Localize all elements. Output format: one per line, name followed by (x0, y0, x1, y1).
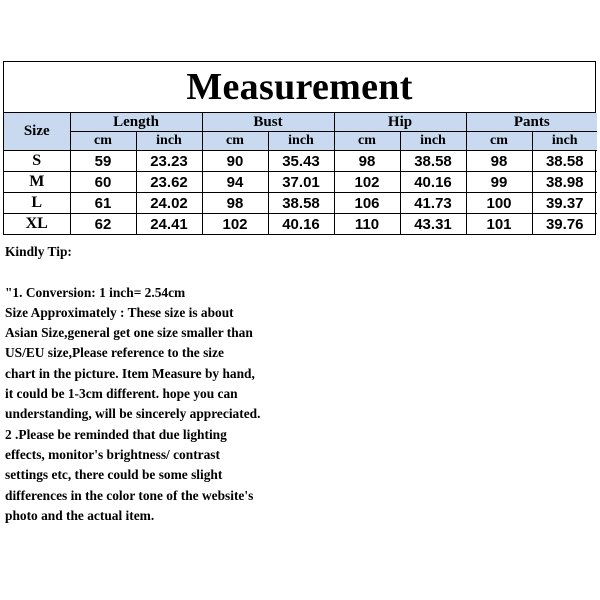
table-row (4, 172, 597, 193)
table-row (4, 151, 597, 172)
table-cell: 99 (466, 172, 532, 193)
unit-header-cm: cm (334, 132, 400, 151)
size-column-header: Size (4, 113, 70, 151)
table-cell: 98 (202, 193, 268, 214)
table-cell: 60 (70, 172, 136, 193)
table-cell: 38.58 (400, 151, 466, 172)
note-line: understanding, will be sincerely appreciated. (5, 406, 261, 422)
unit-header-inch: inch (136, 132, 202, 151)
unit-header-inch: inch (268, 132, 334, 151)
table-cell: 102 (334, 172, 400, 193)
note-line: Size Approximately : These size is about (5, 304, 234, 320)
table-cell: 59 (70, 151, 136, 172)
table-cell: 101 (466, 214, 532, 235)
table-cell: 94 (202, 172, 268, 193)
table-cell: 102 (202, 214, 268, 235)
table-cell: 23.23 (136, 151, 202, 172)
note-line: "1. Conversion: 1 inch= 2.54cm (5, 284, 186, 300)
note-line: effects, monitor's brightness/ contrast (5, 446, 220, 462)
unit-header-row (4, 132, 597, 151)
kindly-tip-notes (5, 242, 335, 526)
table-cell: 41.73 (400, 193, 466, 214)
table-cell: 38.58 (268, 193, 334, 214)
note-line: chart in the picture. Item Measure by hand, (5, 365, 255, 381)
measurement-table (4, 113, 597, 234)
table-cell: 24.02 (136, 193, 202, 214)
blank-line (5, 262, 335, 282)
table-cell: 62 (70, 214, 136, 235)
group-header-pants: Pants (466, 113, 597, 132)
table-cell: 61 (70, 193, 136, 214)
note-line: 2 .Please be reminded that due lighting (5, 426, 227, 442)
note-line: US/EU size,Please reference to the size (5, 345, 224, 361)
note-line: Asian Size,general get one size smaller than (5, 325, 253, 341)
unit-header-cm: cm (70, 132, 136, 151)
size-cell: L (4, 193, 70, 214)
table-row (4, 193, 597, 214)
table-cell: 90 (202, 151, 268, 172)
table-cell: 23.62 (136, 172, 202, 193)
unit-header-cm: cm (466, 132, 532, 151)
size-cell: XL (4, 214, 70, 235)
table-cell: 40.16 (400, 172, 466, 193)
table-cell: 35.43 (268, 151, 334, 172)
tip-title: Kindly Tip: (5, 244, 72, 259)
table-cell: 110 (334, 214, 400, 235)
table-cell: 24.41 (136, 214, 202, 235)
unit-header-inch: inch (400, 132, 466, 151)
table-cell: 106 (334, 193, 400, 214)
table-cell: 38.98 (532, 172, 597, 193)
table-cell: 40.16 (268, 214, 334, 235)
table-cell: 98 (334, 151, 400, 172)
table-row (4, 214, 597, 235)
table-cell: 39.37 (532, 193, 597, 214)
table-cell: 43.31 (400, 214, 466, 235)
table-cell: 38.58 (532, 151, 597, 172)
note-line: differences in the color tone of the website's (5, 487, 254, 503)
unit-header-inch: inch (532, 132, 597, 151)
table-cell: 39.76 (532, 214, 597, 235)
group-header-hip: Hip (334, 113, 466, 132)
size-cell: S (4, 151, 70, 172)
table-cell: 100 (466, 193, 532, 214)
note-line: settings etc, there could be some slight (5, 467, 223, 483)
note-line: it could be 1-3cm different. hope you can (5, 386, 238, 402)
unit-header-cm: cm (202, 132, 268, 151)
size-chart (3, 61, 596, 235)
table-cell: 98 (466, 151, 532, 172)
size-cell: M (4, 172, 70, 193)
note-line: photo and the actual item. (5, 507, 155, 523)
chart-title: Measurement (4, 62, 595, 113)
group-header-bust: Bust (202, 113, 334, 132)
group-header-row (4, 113, 597, 132)
table-cell: 37.01 (268, 172, 334, 193)
group-header-length: Length (70, 113, 202, 132)
